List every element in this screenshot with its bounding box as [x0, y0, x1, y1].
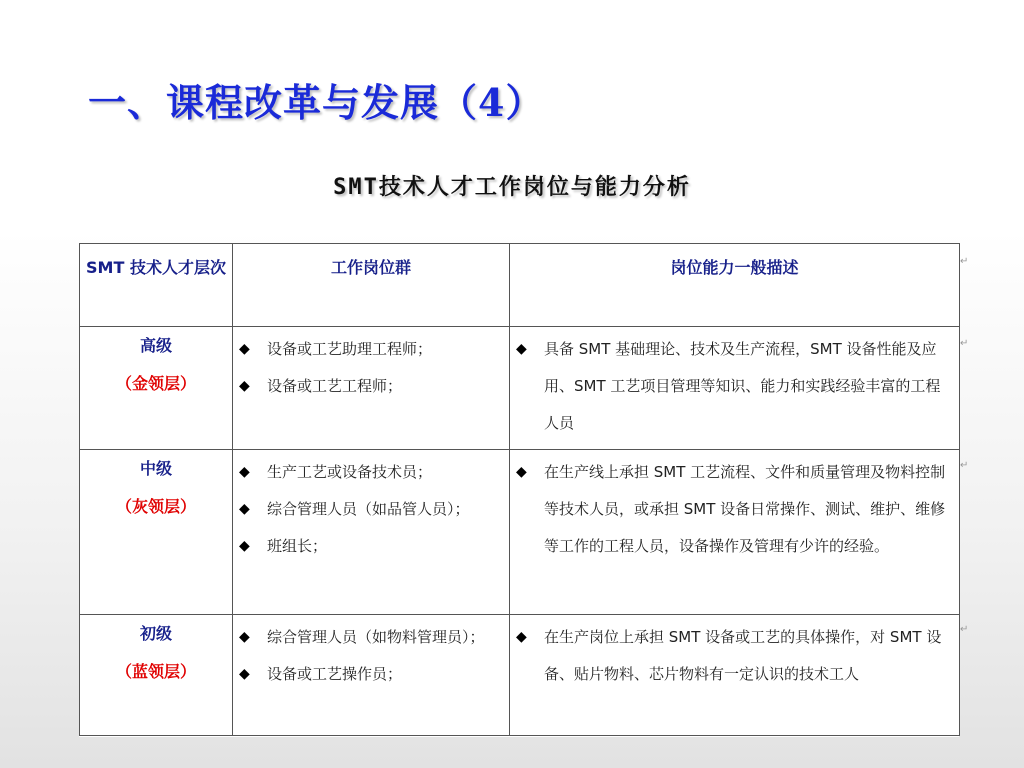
- diamond-bullet-icon: ◆: [239, 341, 250, 357]
- slide-subtitle: SMT技术人才工作岗位与能力分析: [333, 175, 691, 200]
- header-level: SMT 技术人才层次: [80, 244, 233, 327]
- header-positions: 工作岗位群: [233, 244, 510, 327]
- list-item: ◆ 综合管理人员（如物料管理员）；: [239, 619, 503, 656]
- table-header-row: [80, 244, 960, 327]
- diamond-bullet-icon: ◆: [239, 666, 250, 682]
- diamond-bullet-icon: ◆: [239, 538, 250, 554]
- list-item: ◆ 班组长；: [239, 528, 503, 565]
- diamond-bullet-icon: ◆: [516, 464, 527, 480]
- slide-title: 一、课程改革与发展（4）: [88, 80, 545, 125]
- diamond-bullet-icon: ◆: [239, 464, 250, 480]
- list-item: ◆ 在生产线上承担 SMT 工艺流程、文件和质量管理及物料控制等技术人员，或承担 SMT 设备日常操作、测试、维护、维修等工作的工程人员，设备操作及管理有少许的经验。: [516, 454, 953, 565]
- list-item: ◆ 生产工艺或设备技术员；: [239, 454, 503, 491]
- diamond-bullet-icon: ◆: [239, 501, 250, 517]
- diamond-bullet-icon: ◆: [516, 341, 527, 357]
- description-cell: [510, 615, 960, 736]
- level-name: 高级: [139, 336, 172, 355]
- list-item: ◆ 在生产岗位上承担 SMT 设备或工艺的具体操作，对 SMT 设备、贴片物料、芯片物料有一定认识的技术工人: [516, 619, 953, 693]
- positions-cell: [233, 615, 510, 736]
- row-end-mark-icon: ↵: [960, 338, 969, 349]
- level-name: 初级: [139, 624, 172, 643]
- description-cell: [510, 450, 960, 615]
- row-end-mark-icon: ↵: [960, 460, 969, 471]
- list-item: ◆ 设备或工艺工程师；: [239, 368, 503, 405]
- list-item: ◆ 设备或工艺操作员；: [239, 656, 503, 693]
- level-collar: （金领层）: [115, 374, 196, 393]
- row-end-mark-icon: ↵: [960, 256, 969, 267]
- diamond-bullet-icon: ◆: [239, 378, 250, 394]
- positions-cell: [233, 327, 510, 450]
- list-item: ◆ 设备或工艺助理工程师；: [239, 331, 503, 368]
- table-row-low: [80, 615, 960, 736]
- list-item: ◆ 综合管理人员（如品管人员）；: [239, 491, 503, 528]
- level-name: 中级: [139, 459, 172, 478]
- header-description: 岗位能力一般描述: [510, 244, 960, 327]
- level-cell: [80, 450, 233, 615]
- row-end-mark-icon: ↵: [960, 624, 969, 635]
- level-collar: （灰领层）: [115, 497, 196, 516]
- ability-table: [79, 243, 960, 736]
- positions-cell: [233, 450, 510, 615]
- list-item: ◆ 具备 SMT 基础理论、技术及生产流程，SMT 设备性能及应用、SMT 工艺项目管理等知识、能力和实践经验丰富的工程人员: [516, 331, 953, 442]
- table-row-high: [80, 327, 960, 450]
- level-cell: [80, 327, 233, 450]
- ability-table-container: [79, 243, 959, 737]
- diamond-bullet-icon: ◆: [239, 629, 250, 645]
- diamond-bullet-icon: ◆: [516, 629, 527, 645]
- table-row-mid: [80, 450, 960, 615]
- level-cell: [80, 615, 233, 736]
- level-collar: （蓝领层）: [115, 662, 196, 681]
- description-cell: [510, 327, 960, 450]
